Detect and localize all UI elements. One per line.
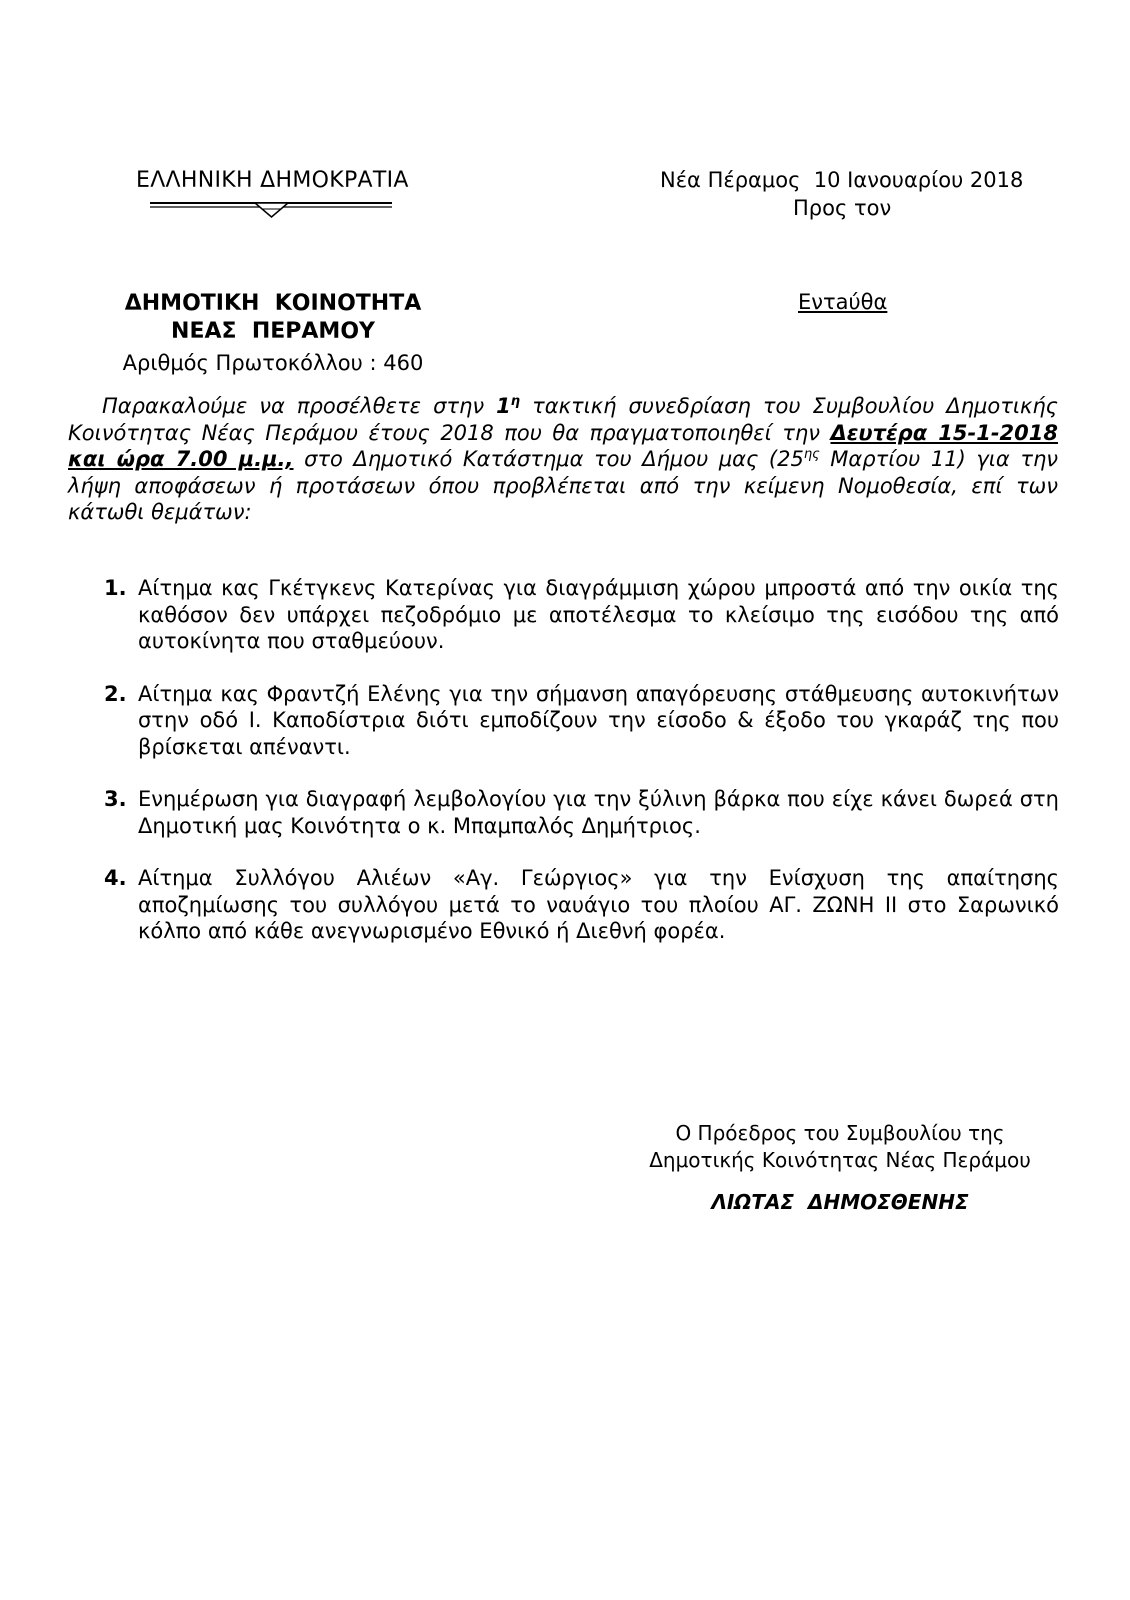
recipient: Εντaύθα	[798, 290, 888, 314]
protocol-number: Αριθμός Πρωτοκόλλου : 460	[122, 351, 424, 375]
agenda-item-text: Αίτημα κας Γκέτγκενς Κατερίνας για διαγράμμιση χώρου μπροστά από την οικία της καθόσον δεν υπάρχει πεζοδρόμιο με αποτέλεσμα το κλείσιμο της εισόδου της από αυτοκίνητα που σταθμεύουν.	[138, 576, 1059, 653]
signatory-name: ΛΙΩΤΑΣ ΔΗΜΟΣΘΕΝΗΣ	[711, 1190, 969, 1214]
organization-name-line1: ΔΗΜΟΤΙΚΗ ΚΟΙΝΟΤΗΤΑ	[124, 291, 422, 316]
to-label: Προς τον	[793, 196, 892, 220]
organization-block	[98, 290, 448, 378]
signature-block	[630, 1120, 1050, 1214]
session-number-value: 1	[496, 394, 511, 418]
republic-heading: ΕΛΛΗΝΙΚΗ ΔΗΜΟΚΡΑΤΙΑ	[136, 168, 409, 193]
agenda-item-number: 3.	[104, 787, 127, 811]
session-number	[496, 394, 520, 418]
agenda-list	[104, 575, 1059, 971]
signature-title-line1: Ο Πρόεδρος του Συμβουλίου της	[675, 1121, 1005, 1145]
agenda-item	[104, 865, 1059, 945]
organization-name-line2: ΝΕΑΣ ΠΕΡΑΜΟΥ	[171, 319, 375, 344]
agenda-item-number: 1.	[104, 576, 127, 600]
agenda-item-text: Αίτημα Συλλόγου Αλιέων «Αγ. Γεώργιος» για την Ενίσχυση της απαίτησης αποζημίωσης του συλλόγου μετά το ναυάγιο του πλοίου ΑΓ. ΖΩΝΗ ΙΙ στο Σαρωνικό κόλπο από κάθε ανεγνωρισμένο Εθνικό ή Διεθνή φορέα.	[138, 866, 1059, 943]
intro-text-part2: τακτική συνεδρίαση του Συμβουλίου Δημοτικής Κοινότητας Νέας Περάμου έτους 2018 που θα πραγματοποιηθεί την	[68, 394, 1058, 445]
intro-text-part4: Μαρτίου 11) για την λήψη αποφάσεων ή προτάσεων όπου προβλέπεται από την κείμενη Νομοθεσία, επί των κάτωθι θεμάτων:	[68, 447, 1059, 524]
place-date: Νέα Πέραμος 10 Ιανουαρίου 2018	[660, 168, 1024, 192]
intro-text-part3: στο Δημοτικό Κατάστημα του Δήμου μας (25	[293, 447, 804, 471]
agenda-item-number: 4.	[104, 866, 127, 890]
agenda-item	[104, 681, 1059, 761]
agenda-item	[104, 575, 1059, 655]
intro-paragraph	[68, 393, 1058, 526]
agenda-item-text: Αίτημα κας Φραντζή Ελένης για την σήμανση απαγόρευσης στάθμευσης αυτοκινήτων στην οδό Ι. Καποδίστρια διότι εμποδίζουν την είσοδο & έξοδο του γκαράζ της που βρίσκεται απέναντι.	[138, 681, 1059, 759]
address-sup: ης	[803, 447, 820, 462]
intro-text-part1: Παρακαλούμε να προσέλθετε στην	[102, 394, 497, 418]
signature-title-line2: Δημοτικής Κοινότητας Νέας Περάμου	[649, 1148, 1031, 1172]
republic-emblem-lines	[150, 198, 392, 220]
agenda-item	[104, 786, 1059, 839]
agenda-item-text: Ενημέρωση για διαγραφή λεμβολογίου για την ξύλινη βάρκα που είχε κάνει δωρεά στη Δημοτική μας Κοινότητα ο κ. Μπαμπαλός Δημήτριος.	[138, 787, 1059, 838]
session-number-sup: η	[510, 394, 521, 409]
meeting-date-time: Δευτέρα 15-1-2018 και ώρα 7.00 μ.μ.,	[68, 420, 1058, 471]
agenda-item-number: 2.	[104, 681, 127, 706]
